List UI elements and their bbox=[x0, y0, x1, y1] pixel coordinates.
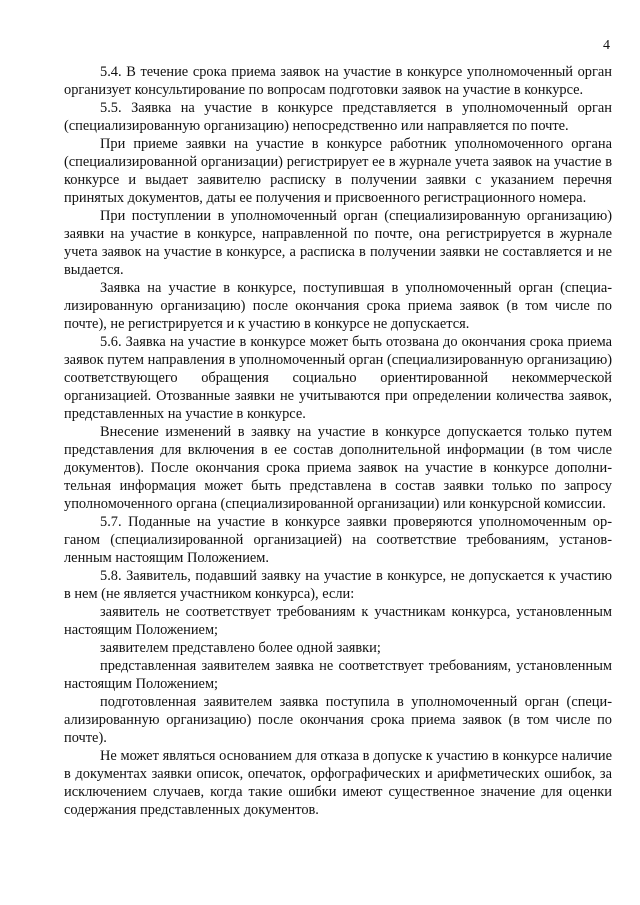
paragraph-postal-registration: При поступлении в уполномоченный орган (специализированную организацию) заявки на участие в конкурсе, направленной по почте, она регистрируется в журнале учета заявок на участие в конкурсе, а расписка в получении заявки не составляется и не выдается. bbox=[64, 208, 612, 278]
list-item-nonconforming: представленная заявителем заявка не соответствует требованиям, установленным настоящим Положением; bbox=[64, 658, 612, 692]
list-item-late-submission: подготовленная заявителем заявка поступила в уполномоченный орган (специализированную организацию) после окончания срока приема заявок (в том числе по почте). bbox=[64, 694, 612, 746]
paragraph-5-4: 5.4. В течение срока приема заявок на участие в конкурсе уполномоченный орган организует консультирование по вопросам подготовки заявок на участие в конкурсе. bbox=[64, 64, 612, 98]
document-body bbox=[64, 63, 612, 819]
paragraph-5-8: 5.8. Заявитель, подавший заявку на участие в конкурсе, не допускается к участию в нем (не является участником конкурса), если: bbox=[64, 568, 612, 602]
paragraph-typos: Не может являться основанием для отказа в допуске к участию в конкурсе наличие в документах заявки описок, опечаток, орфографических и арифметических ошибок, за исключением случаев, когда такие ошибки имеют существенное значение для оценки содержания представленных документов. bbox=[64, 748, 612, 818]
paragraph-registration: При приеме заявки на участие в конкурсе работник уполномоченного органа (специализированной организации) регистрирует ее в журнале учета заявок на участие в конкурсе и выдает заявителю расписку в получении заявки с указанием перечня принятых документов, даты ее получения и присвоенного регистрационного номера. bbox=[64, 136, 612, 206]
paragraph-5-6: 5.6. Заявка на участие в конкурсе может быть отозвана до окончания срока приема заявок путем направления в уполномоченный орган (специализированную организацию) соответствующего обращения социально ориентированной некоммерческой организацией. Отозванные заявки не учитываются при определении количества заявок, представленных на участие в конкурсе. bbox=[64, 334, 612, 422]
list-item-multiple-applications: заявителем представлено более одной заявки; bbox=[100, 640, 381, 656]
page-number: 4 bbox=[603, 38, 610, 53]
paragraph-5-5: 5.5. Заявка на участие в конкурсе представляется в уполномоченный орган (специализированную организацию) непосредственно или направляется по почте. bbox=[64, 100, 612, 134]
list-item-requirements: заявитель не соответствует требованиям к участникам конкурса, установленным настоящим Положением; bbox=[64, 604, 612, 638]
paragraph-late-application: Заявка на участие в конкурсе, поступившая в уполномоченный орган (специализированную организацию) после окончания срока приема заявок (в том числе по почте), не регистрируется и к участию в конкурсе не допускается. bbox=[64, 280, 612, 332]
paragraph-amendments: Внесение изменений в заявку на участие в конкурсе допускается только путем представления для включения в ее состав дополнительной информации (в том числе документов). После окончания срока приема заявок на участие в конкурсе дополнительная информация может быть представлена в состав заявки только по запросу уполномоченного органа (специализированной организации) или конкурсной комиссии. bbox=[64, 424, 612, 512]
paragraph-5-7: 5.7. Поданные на участие в конкурсе заявки проверяются уполномоченным органом (специализированной организацией) на соответствие требованиям, установленным настоящим Положением. bbox=[64, 514, 612, 566]
